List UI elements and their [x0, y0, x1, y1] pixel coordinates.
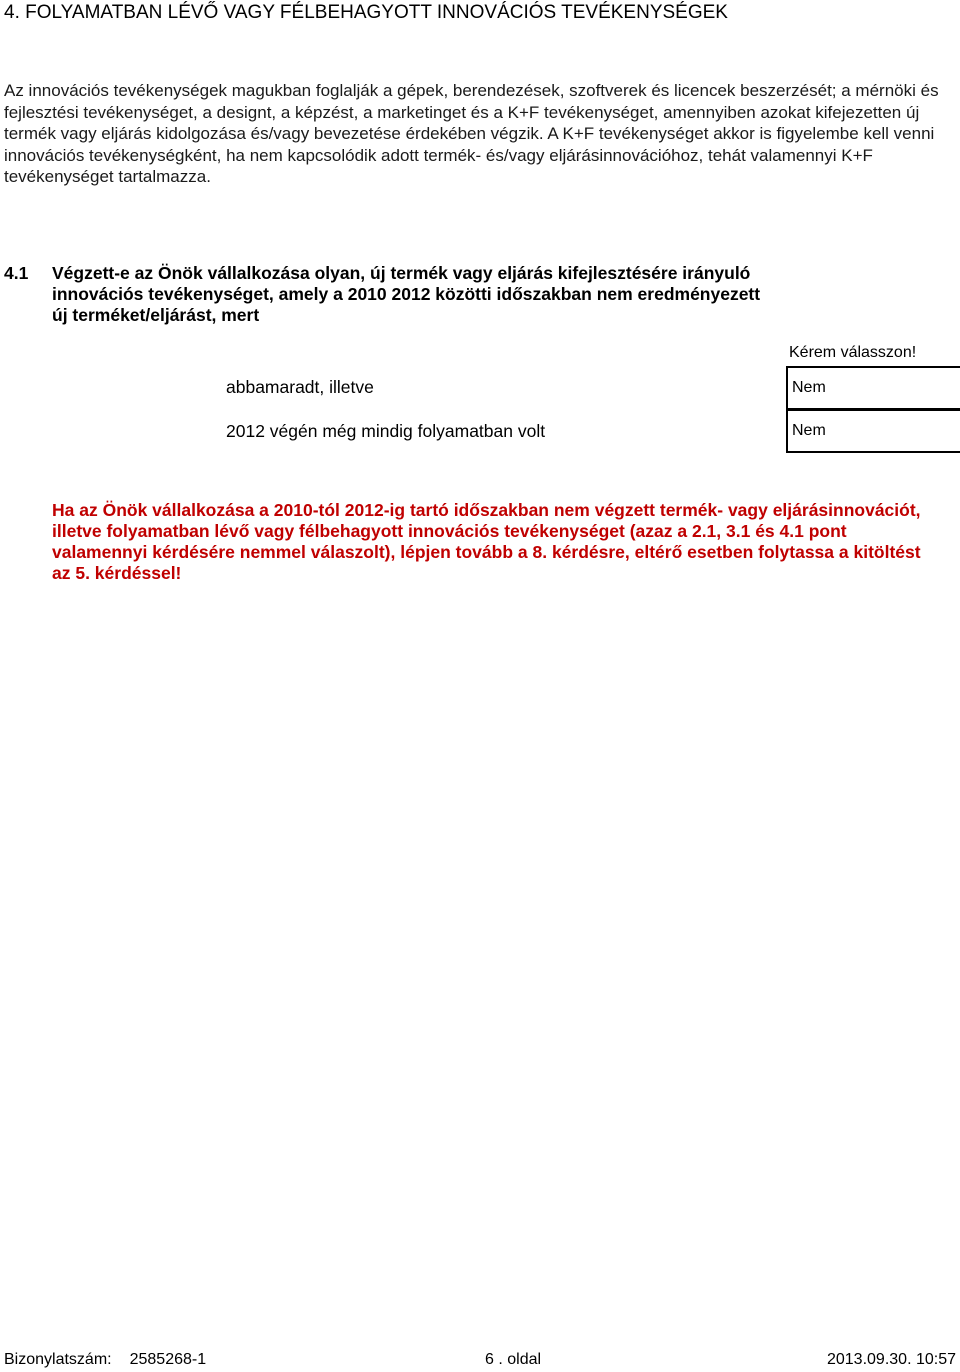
footer-document-id — [4, 1351, 206, 1369]
intro-paragraph: Az innovációs tevékenységek magukban foglalják a gépek, berendezések, szoftverek és licencek beszerzését; a mérnöki és fejlesztési tevékenységet, a designt, a képzést, a marketinget és a K+F tevékenységet, amennyiben azokat kifejezetten új termék vagy eljárás kidolgozása és/vagy bevezetése érdekében végzik. A K+F tevékenységet akkor is figyelembe kell venni innovációs tevékenységként, ha nem kapcsolódik adott termék- és/vagy eljárásinnovációhoz, tehát valamennyi K+F tevékenységet tartalmazza. — [4, 81, 939, 186]
footer-doc-number: 2585268-1 — [129, 1351, 207, 1368]
answer-select-abandoned[interactable]: Nem — [786, 366, 960, 410]
section-title: 4. FOLYAMATBAN LÉVŐ VAGY FÉLBEHAGYOTT INNOVÁCIÓS TEVÉKENYSÉGEK — [4, 2, 728, 23]
choose-hint: Kérem válasszon! — [789, 344, 917, 361]
question-text: Végzett-e az Önök vállalkozása olyan, új termék vagy eljárás kifejlesztésére irányuló innovációs tevékenységet, amely a 2010 2012 közötti időszakban nem eredményezett új terméket/eljárást, mert — [52, 263, 761, 325]
footer-doc-label: Bizonylatszám: — [4, 1351, 112, 1368]
navigation-notice: Ha az Önök vállalkozása a 2010-tól 2012-ig tartó időszakban nem végzett termék- vagy eljárásinnovációt, illetve folyamatban lévő vagy félbehagyott innovációs tevékenységet (azaz a 2.1, 3.1 és 4.1 pont valamennyi kérdésére nemmel válaszolt), lépjen tovább a 8. kérdésre, eltérő esetben folytassa a kitöltést az 5. kérdéssel! — [52, 500, 921, 583]
footer-page-number: 6 . oldal — [485, 1351, 542, 1368]
footer-datetime: 2013.09.30. 10:57 — [826, 1351, 956, 1368]
answer-select-ongoing[interactable]: Nem — [786, 409, 960, 453]
question-number: 4.1 — [4, 263, 29, 283]
option-label-abandoned: abbamaradt, illetve — [226, 377, 374, 397]
option-label-ongoing: 2012 végén még mindig folyamatban volt — [226, 421, 546, 441]
